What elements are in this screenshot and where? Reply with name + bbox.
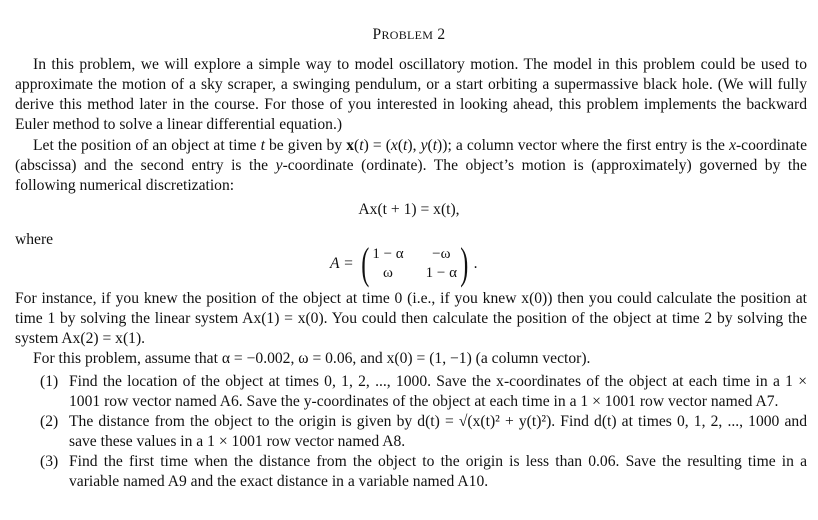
problem-title: PROBLEM 2 (372, 26, 446, 43)
assumption-paragraph: For this problem, assume that α = −0.002, ω = 0.06, and x(0) = (1, −1) (a column vector). (33, 350, 591, 367)
list-item: (3) Find the first time when the distance from the object to the origin is less than 0.06. Save the resulting time in a variable named A9 and the exact distance in a variable named A10. (40, 453, 807, 491)
where-label: where (15, 231, 54, 248)
task-list (40, 372, 807, 493)
matrix-cell: ω (383, 265, 393, 281)
instance-paragraph: For instance, if you knew the position of the object at time 0 (i.e., if you knew x(0)) then you could calculate the position at time 1 by solving the linear system Ax(1) = x(0). You could then calculate the position of the object at time 2 by solving the system Ax(2) = x(1). (15, 290, 807, 348)
matrix-label: A = (330, 255, 354, 272)
list-item: (1) Find the location of the object at times 0, 1, 2, ..., 1000. Save the x-coordinates of the object at each time in a 1 × 1001 row vector named A6. Save the y-coordinates of the object at each time in a 1 × 1001 row vector named A7. (40, 373, 807, 411)
matrix-cell: 1 − α (372, 246, 404, 262)
right-paren: ) (460, 239, 469, 288)
left-paren: ( (360, 239, 370, 288)
list-item: (2) The distance from the object to the origin is given by d(t) = √(x(t)² + y(t)²). Find d(t) at times 0, 1, 2, ..., 1000 and save these values in a 1 × 1001 row vector named A8. (40, 413, 807, 451)
matrix-cell: 1 − α (425, 265, 457, 281)
intro-paragraph: In this problem, we will explore a simple way to model oscillatory motion. The model in this problem could be used to approximate the motion of a sky scraper, a swinging pendulum, or a start orbiting a supermassive black hole. (We will fully derive this method later in the course. For those of you interested in looking ahead, this problem implements the backward Euler method to solve a linear differential equation.) (15, 56, 807, 134)
matrix-A (372, 245, 457, 283)
matrix-definition: A = ( 1 − α −ω ω 1 − α ) . (330, 239, 478, 288)
position-paragraph: Let the position of an object at time t be given by x(t) = (x(t), y(t)); a column vector where the first entry is the x-coordinate (abscissa) and the second entry is the y-coordinate (ordinate). The object’s motion is (approximately) governed by the following numerical discretization: (15, 137, 807, 195)
matrix-cell: −ω (432, 246, 451, 262)
discretization-equation: Ax(t + 1) = x(t), (358, 201, 460, 218)
